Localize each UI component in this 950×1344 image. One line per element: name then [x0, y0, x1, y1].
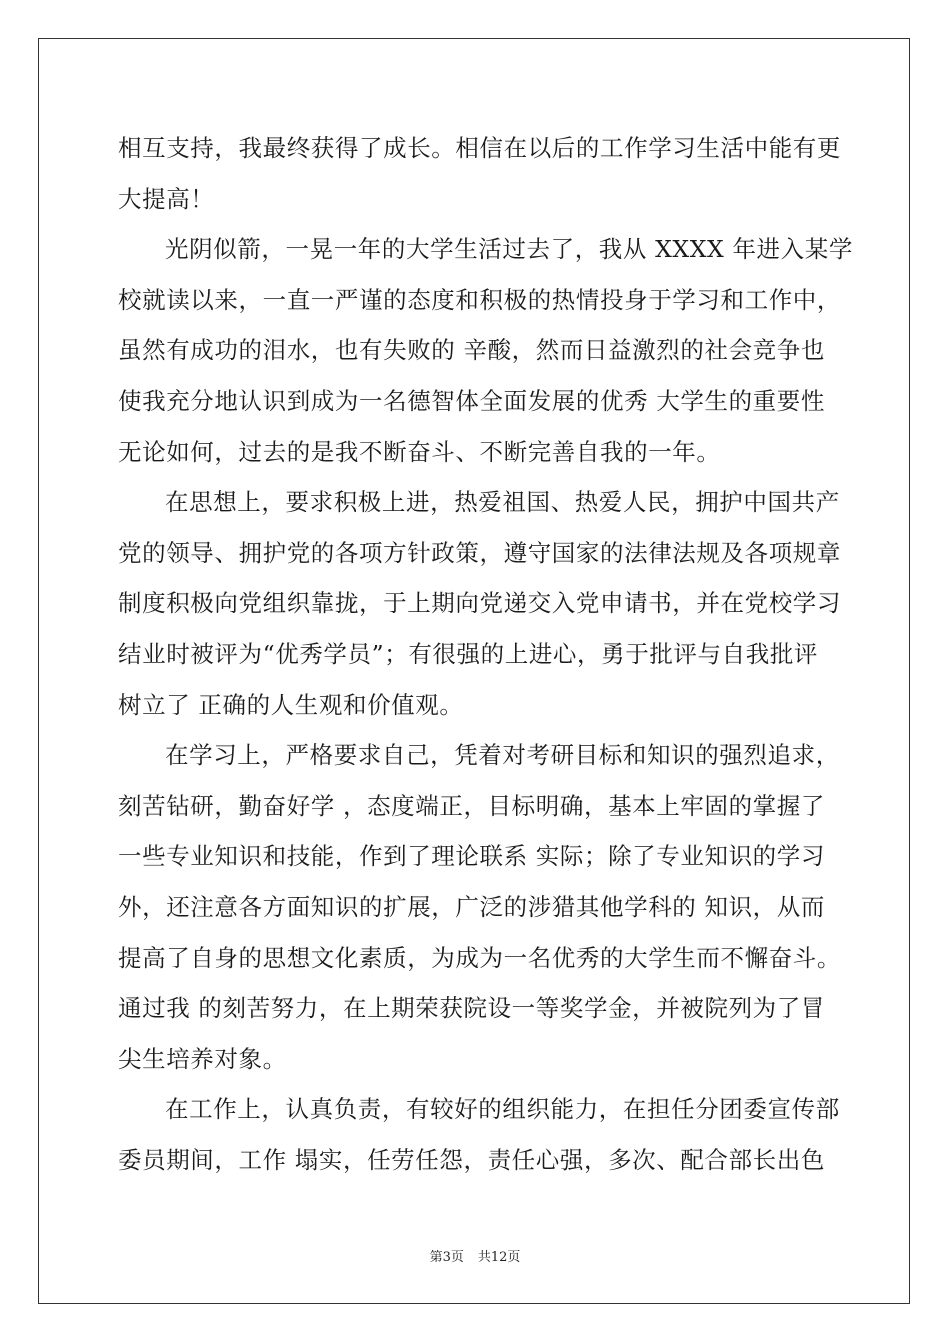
text-line: 光阴似箭，一晃一年的大学生活过去了，我从 XXXX 年进入某学	[165, 235, 853, 264]
text-line: 相互支持，我最终获得了成长。相信在以后的工作学习生活中能有更	[118, 134, 841, 162]
text-line: 在学习上，严格要求自己，凭着对考研目标和知识的强烈追求，	[165, 741, 840, 770]
text-line: 一些专业知识和技能，作到了理论联系 实际；除了专业知识的学习	[118, 842, 825, 871]
page-footer	[0, 1246, 950, 1265]
text-line: 大提高！	[118, 184, 215, 213]
page-number: 第3页	[429, 1250, 464, 1265]
text-line: 校就读以来，一直一严谨的态度和积极的热情投身于学习和工作中，	[118, 285, 841, 314]
text-line: 在工作上，认真负责，有较好的组织能力，在担任分团委宣传部	[165, 1095, 840, 1124]
page-total: 共12页	[477, 1250, 521, 1265]
text-line: 虽然有成功的泪水，也有失败的 辛酸，然而日益激烈的社会竞争也	[118, 336, 825, 365]
text-line: 党的领导、拥护党的各项方针政策，遵守国家的法律法规及各项规章	[118, 538, 841, 567]
text-line: 尖生培养对象。	[118, 1044, 287, 1073]
text-line: 结业时被评为“优秀学员”；有很强的上进心，勇于批评与自我批评	[118, 639, 819, 668]
text-line: 树立了 正确的人生观和价值观。	[118, 690, 464, 719]
text-line: 在思想上，要求积极上进，热爱祖国、热爱人民，拥护中国共产	[165, 488, 840, 517]
text-line: 通过我 的刻苦努力，在上期荣获院设一等奖学金，并被院列为了冒	[118, 994, 825, 1023]
text-line: 无论如何，过去的是我不断奋斗、不断完善自我的一年。	[118, 437, 721, 466]
text-line: 委员期间，工作 塌实，任劳任怨，责任心强，多次、配合部长出色	[118, 1145, 825, 1174]
text-line: 使我充分地认识到成为一名德智体全面发展的优秀 大学生的重要性	[118, 386, 825, 415]
text-line: 提高了自身的思想文化素质，为成为一名优秀的大学生而不懈奋斗。	[118, 943, 841, 972]
text-line: 刻苦钻研，勤奋好学 ，态度端正，目标明确，基本上牢固的掌握了	[118, 791, 825, 820]
text-line: 外，还注意各方面知识的扩展，广泛的涉猎其他学科的 知识，从而	[118, 892, 825, 921]
text-line: 制度积极向党组织靠拢，于上期向党递交入党申请书，并在党校学习	[118, 589, 841, 618]
document-body	[118, 128, 853, 1190]
